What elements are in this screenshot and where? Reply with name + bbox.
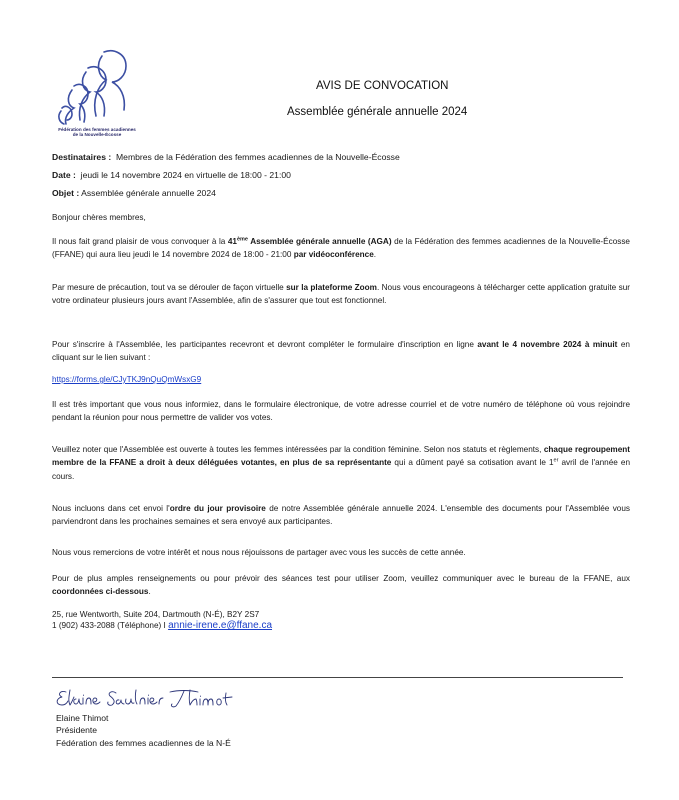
contact-phone: 1 (902) 433-2088 (Téléphone) I	[52, 621, 169, 630]
p3-text-c: en cliquant sur le lien suivant :	[52, 340, 630, 363]
date-label: Date :	[52, 170, 76, 180]
recipients-line	[52, 152, 400, 162]
p5-text-d: avril de l'année en cours.	[52, 458, 630, 481]
signatory-role: Présidente	[56, 725, 98, 736]
p5-bold-delegates: chaque regroupement membre de la FFANE a droit à deux déléguées votantes, en plus de sa représentante	[52, 445, 630, 468]
paragraph-registration	[52, 338, 630, 365]
contact-block	[52, 609, 272, 631]
recipients-value: Membres de la Fédération des femmes acadiennes de la Nouvelle-Écosse	[116, 152, 400, 162]
document-title: AVIS DE CONVOCATION	[316, 80, 449, 92]
date-value: jeudi le 14 novembre 2024 en virtuelle de 18:00 - 21:00	[80, 170, 291, 180]
contact-address: 25, rue Wentworth, Suite 204, Dartmouth (N-É), B2Y 2S7	[52, 610, 260, 619]
logo-caption	[52, 127, 142, 138]
p6-text-a: Nous incluons dans cet envoi l'	[52, 504, 170, 513]
paragraph-invitation	[52, 235, 630, 262]
ffane-logo	[52, 46, 142, 146]
p1-text-c: de la Fédération des femmes acadiennes de la Nouvelle-Écosse (FFANE) qui aura lieu jeudi le 14 novembre 2024 de 18:00 - 21:00	[52, 237, 630, 260]
p1-text-e: .	[373, 250, 377, 260]
p5-text-a: Veuillez noter que l'Assemblée est ouverte à toutes les femmes intéressées par la condition féminine. Selon nos statuts et règlements,	[52, 445, 544, 454]
signatory-organization: Fédération des femmes acadiennes de la N-É	[56, 737, 231, 748]
p6-bold-agenda: ordre du jour provisoire	[169, 504, 266, 513]
paragraph-more-info	[52, 572, 630, 599]
subject-label: Objet :	[52, 188, 80, 198]
signatory-block	[56, 712, 231, 749]
logo-caption-line1: Fédération des femmes acadiennes	[58, 127, 136, 132]
signature-divider	[52, 677, 623, 678]
p2-text-c: . Nous vous encourageons à télécharger cette application gratuite sur votre ordinateur plusieurs jours avant l'Assemblée, afin de s'assurer que tout est fonctionnel.	[52, 283, 630, 306]
paragraph-delegates	[52, 443, 630, 483]
p8-bold-contact: coordonnées ci-dessous	[52, 587, 149, 597]
subject-value: Assemblée générale annuelle 2024	[81, 188, 216, 198]
registration-link[interactable]: https://forms.gle/CJyTKJ9nQuQmWsxG9	[52, 375, 202, 384]
contact-email-link[interactable]: annie-irene.e@ffane.ca	[168, 620, 273, 631]
women-silhouette-icon	[52, 46, 142, 126]
handwritten-signature	[52, 686, 252, 714]
greeting: Bonjour chères membres,	[52, 213, 146, 222]
p1-bold-aga: Assemblée générale annuelle (AGA)	[248, 237, 392, 246]
p3-text-a: Pour s'inscrire à l'Assemblée, les participantes recevront et devront compléter le formulaire d'inscription en ligne	[52, 340, 478, 349]
p1-number: 41	[227, 237, 237, 246]
contact-phone-line	[52, 620, 272, 631]
p2-text-a: Par mesure de précaution, tout va se dérouler de façon virtuelle	[52, 283, 287, 292]
date-line	[52, 170, 291, 180]
document-subtitle: Assemblée générale annuelle 2024	[287, 106, 468, 118]
p5-text-c: qui a dûment payé sa cotisation avant le 1	[391, 458, 554, 468]
p8-text-a: Pour de plus amples renseignements ou pour prévoir des séances test pour utiliser Zoom, veuillez communiquer avec le bureau de la FFANE, aux	[52, 574, 630, 583]
p1-superscript: ème	[236, 236, 248, 243]
paragraph-agenda	[52, 502, 630, 529]
signatory-name: Elaine Thimot	[56, 713, 109, 723]
paragraph-thanks: Nous vous remercions de votre intérêt et nous nous réjouissons de partager avec vous les succès de cette année.	[52, 548, 466, 557]
p6-text-c: de notre Assemblée générale annuelle 2024. L'ensemble des documents pour l'Assemblée vous parviendront dans les prochaines semaines et sera envoyé aux participantes.	[52, 504, 630, 527]
logo-caption-line2: de la Nouvelle-Écosse	[72, 132, 122, 138]
recipients-label: Destinataires :	[52, 152, 112, 162]
p2-bold-zoom: sur la plateforme Zoom	[286, 283, 377, 292]
p1-bold-video: par vidéoconférence	[293, 250, 374, 260]
subject-line	[52, 188, 216, 198]
registration-link-line	[52, 373, 630, 386]
paragraph-contact-info: Il est très important que vous nous informiez, dans le formulaire électronique, de votre adresse courriel et de votre numéro de téléphone où vous rejoindre pendant la réunion pour nous permettre de valider vos votes.	[52, 400, 630, 423]
p3-bold-deadline: avant le 4 novembre 2024 à minuit	[477, 340, 618, 349]
p1-text-a: Il nous fait grand plaisir de vous convoquer à la	[52, 237, 228, 246]
paragraph-zoom	[52, 281, 630, 308]
p8-text-c: .	[148, 587, 151, 597]
p5-superscript: er	[553, 457, 559, 464]
